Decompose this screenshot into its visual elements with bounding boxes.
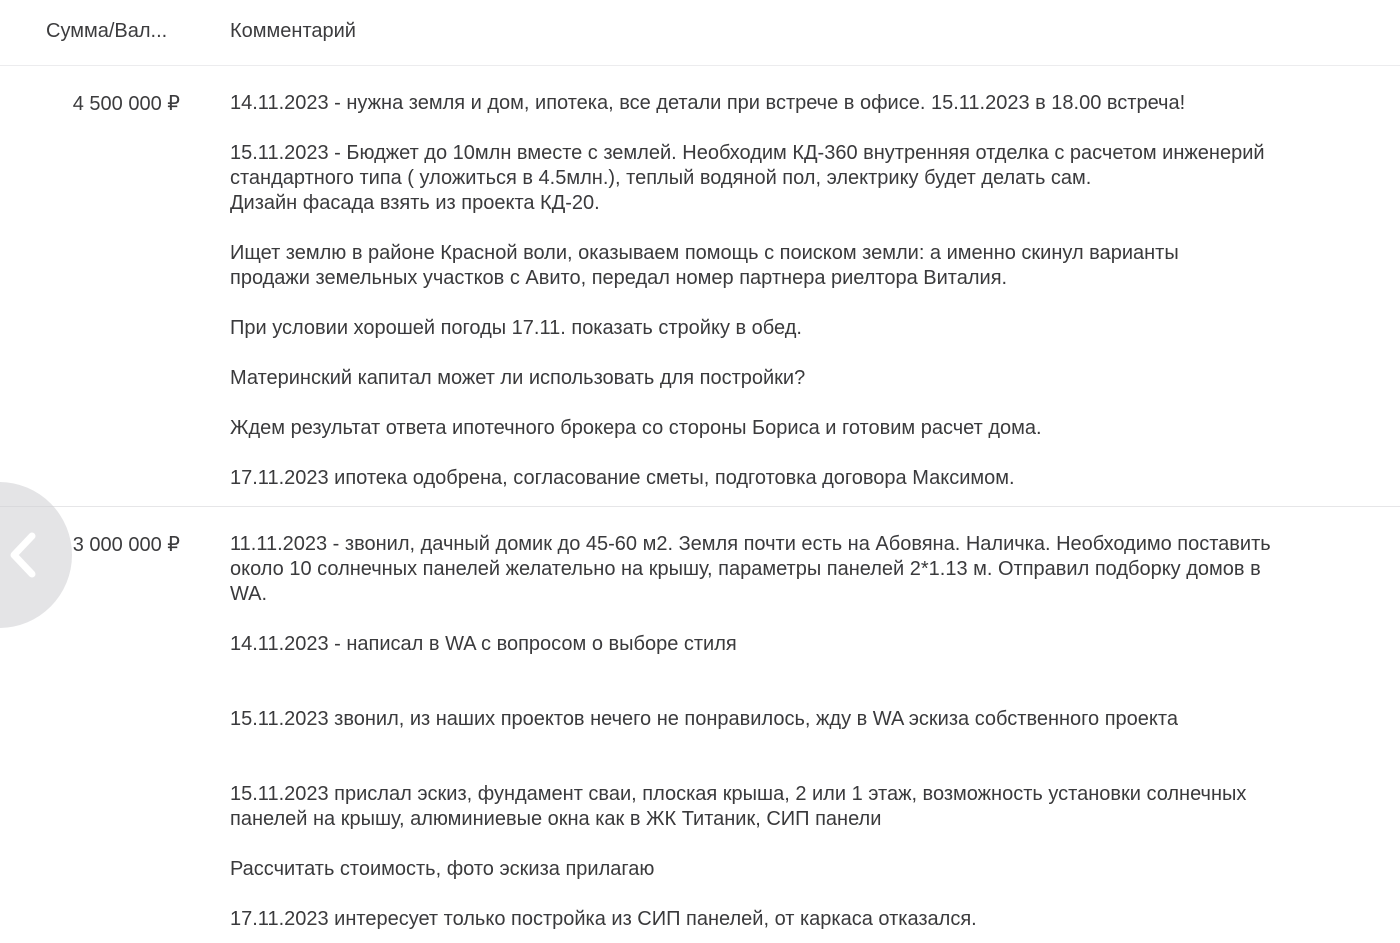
comment-entry: 14.11.2023 - нужна земля и дом, ипотека, все детали при встрече в офисе. 15.11.2023 в 18.00 встреча! [230, 92, 1186, 114]
table-header [0, 0, 1400, 66]
comment-entry: 14.11.2023 - написал в WA с вопросом о выборе стиля [230, 633, 737, 655]
column-header-comment[interactable]: Комментарий [230, 20, 356, 42]
comment-entry: Материнский капитал может ли использовать для постройки? [230, 367, 806, 389]
amount-cell: 4 500 000 ₽ [72, 93, 180, 115]
comment-entry: 15.11.2023 звонил, из наших проектов нечего не понравилось, жду в WA эскиза собственного проекта [230, 708, 1178, 730]
column-header-amount[interactable]: Сумма/Вал... [46, 20, 168, 42]
comment-entry: 15.11.2023 прислал эскиз, фундамент сваи, плоская крыша, 2 или 1 этаж, возможность установки солнечных панелей на крышу, алюминиевые окна как в ЖК Титаник, СИП панели [230, 783, 1247, 830]
comment-cell [230, 91, 1390, 491]
comment-entry: При условии хорошей погоды 17.11. показать стройку в обед. [230, 317, 802, 339]
comment-entry: 17.11.2023 ипотека одобрена, согласование сметы, подготовка договора Максимом. [230, 467, 1015, 489]
table-row[interactable] [0, 508, 1400, 943]
comment-entry: 15.11.2023 - Бюджет до 10млн вместе с землей. Необходим КД-360 внутренняя отделка с расчетом инженерий стандартного типа ( уложиться в 4.5млн.), теплый водяной пол, электрику будет делать сам. Дизайн фасада взять из проекта КД-20. [230, 142, 1265, 214]
comment-entry: 17.11.2023 интересует только постройка из СИП панелей, от каркаса отказался. [230, 908, 977, 930]
table-row[interactable] [0, 67, 1400, 507]
comment-cell [230, 532, 1390, 932]
comment-entry: Ждем результат ответа ипотечного брокера со стороны Бориса и готовим расчет дома. [230, 417, 1042, 439]
chevron-left-icon [6, 532, 40, 578]
amount-cell: 3 000 000 ₽ [72, 534, 180, 556]
comment-entry: Ищет землю в районе Красной воли, оказываем помощь с поиском земли: а именно скинул варианты продажи земельных участков с Авито, передал номер партнера риелтора Виталия. [230, 242, 1179, 289]
comment-entry: 11.11.2023 - звонил, дачный домик до 45-60 м2. Земля почти есть на Абовяна. Наличка. Необходимо поставить около 10 солнечных панелей желательно на крышу, параметры панелей 2*1.13 м. Отправил подборку домов в WA. [230, 533, 1271, 605]
comment-entry: Рассчитать стоимость, фото эскиза прилагаю [230, 858, 655, 880]
